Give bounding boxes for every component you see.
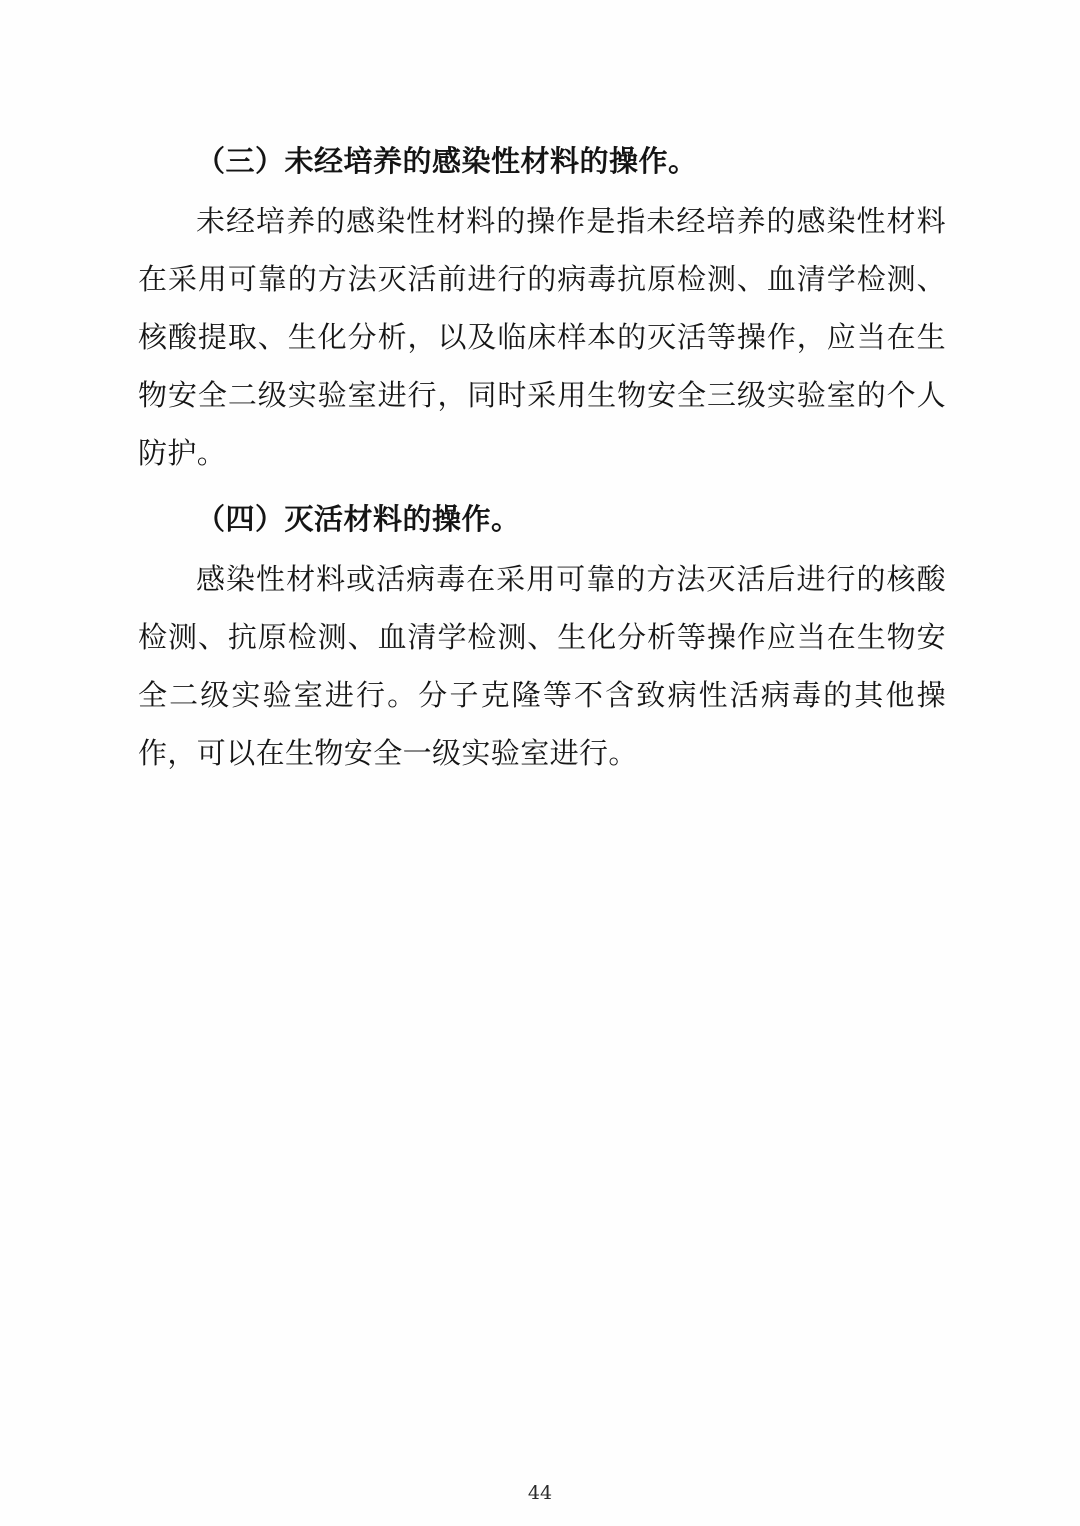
section-four-paragraph-1: 感染性材料或活病毒在采用可靠的方法灭活后进行的核酸检测、抗原检测、血清学检测、生化分析等操作应当在生物安全二级实验室进行。分子克隆等不含致病性活病毒的其他操作，可以在生物安全一级实验室进行。 [138, 562, 946, 770]
section-heading-four: （四）灭活材料的操作。 [196, 502, 521, 536]
document-body [138, 132, 946, 782]
page-number: 44 [527, 1482, 553, 1504]
section-heading-three: （三）未经培养的感染性材料的操作。 [196, 144, 698, 178]
section-three-paragraph-1: 未经培养的感染性材料的操作是指未经培养的感染性材料在采用可靠的方法灭活前进行的病毒抗原检测、血清学检测、核酸提取、生化分析，以及临床样本的灭活等操作，应当在生物安全二级实验室进行，同时采用生物安全三级实验室的个人防护。 [138, 204, 946, 470]
